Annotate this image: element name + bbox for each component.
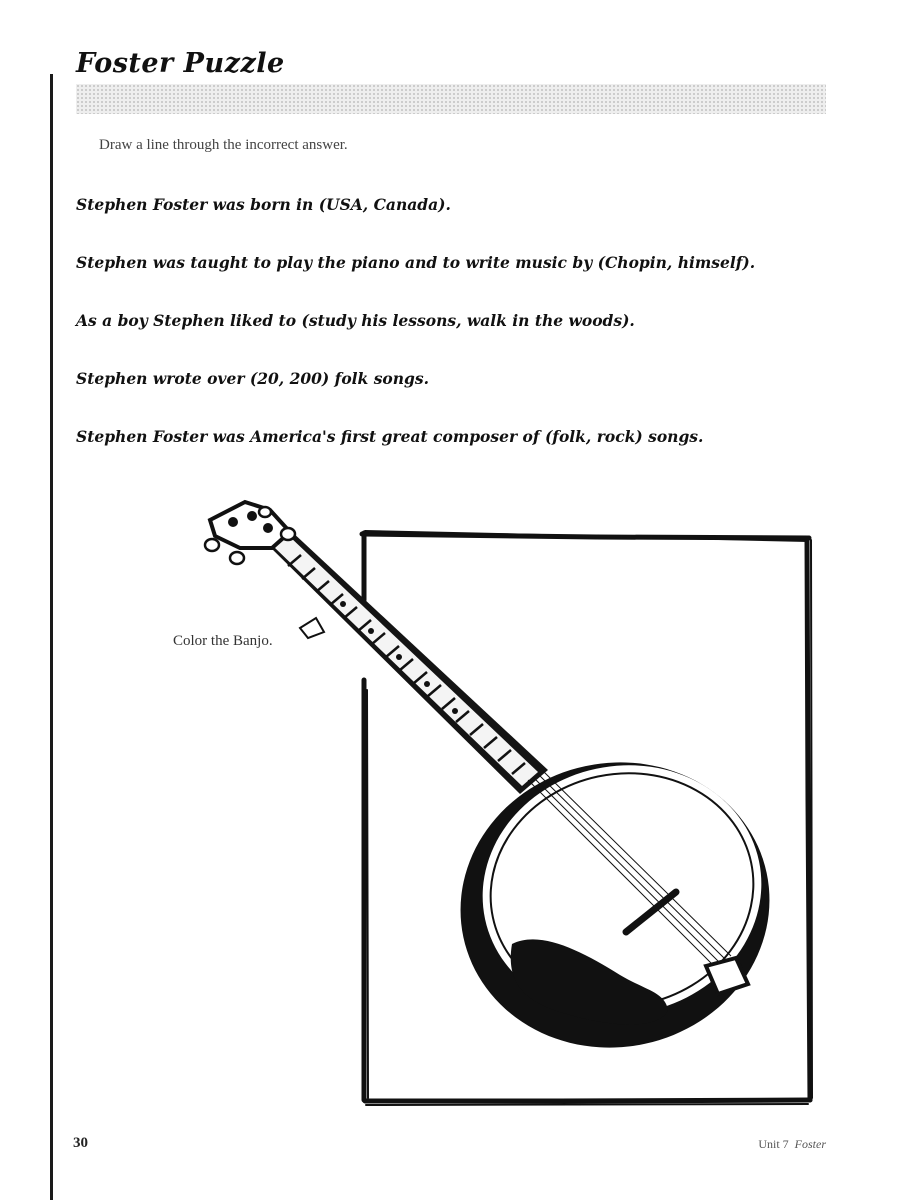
question-3: As a boy Stephen liked to (study his lessons, walk in the woods).: [76, 311, 635, 330]
question-4: Stephen wrote over (20, 200) folk songs.: [76, 369, 429, 388]
banjo-neck: [268, 530, 548, 794]
question-1: Stephen Foster was born in (USA, Canada).: [76, 195, 451, 214]
page-number: 30: [73, 1135, 88, 1151]
question-2: Stephen was taught to play the piano and to write music by (Chopin, himself).: [76, 253, 756, 272]
color-instruction: Color the Banjo.: [173, 633, 273, 649]
banjo-body: [434, 734, 796, 1076]
unit-label: Unit 7 Foster: [758, 1137, 826, 1151]
question-5: Stephen Foster was America's first great composer of (folk, rock) songs.: [76, 427, 704, 446]
instruction-text: Draw a line through the incorrect answer.: [99, 137, 348, 153]
page-title: Foster Puzzle: [76, 48, 285, 79]
